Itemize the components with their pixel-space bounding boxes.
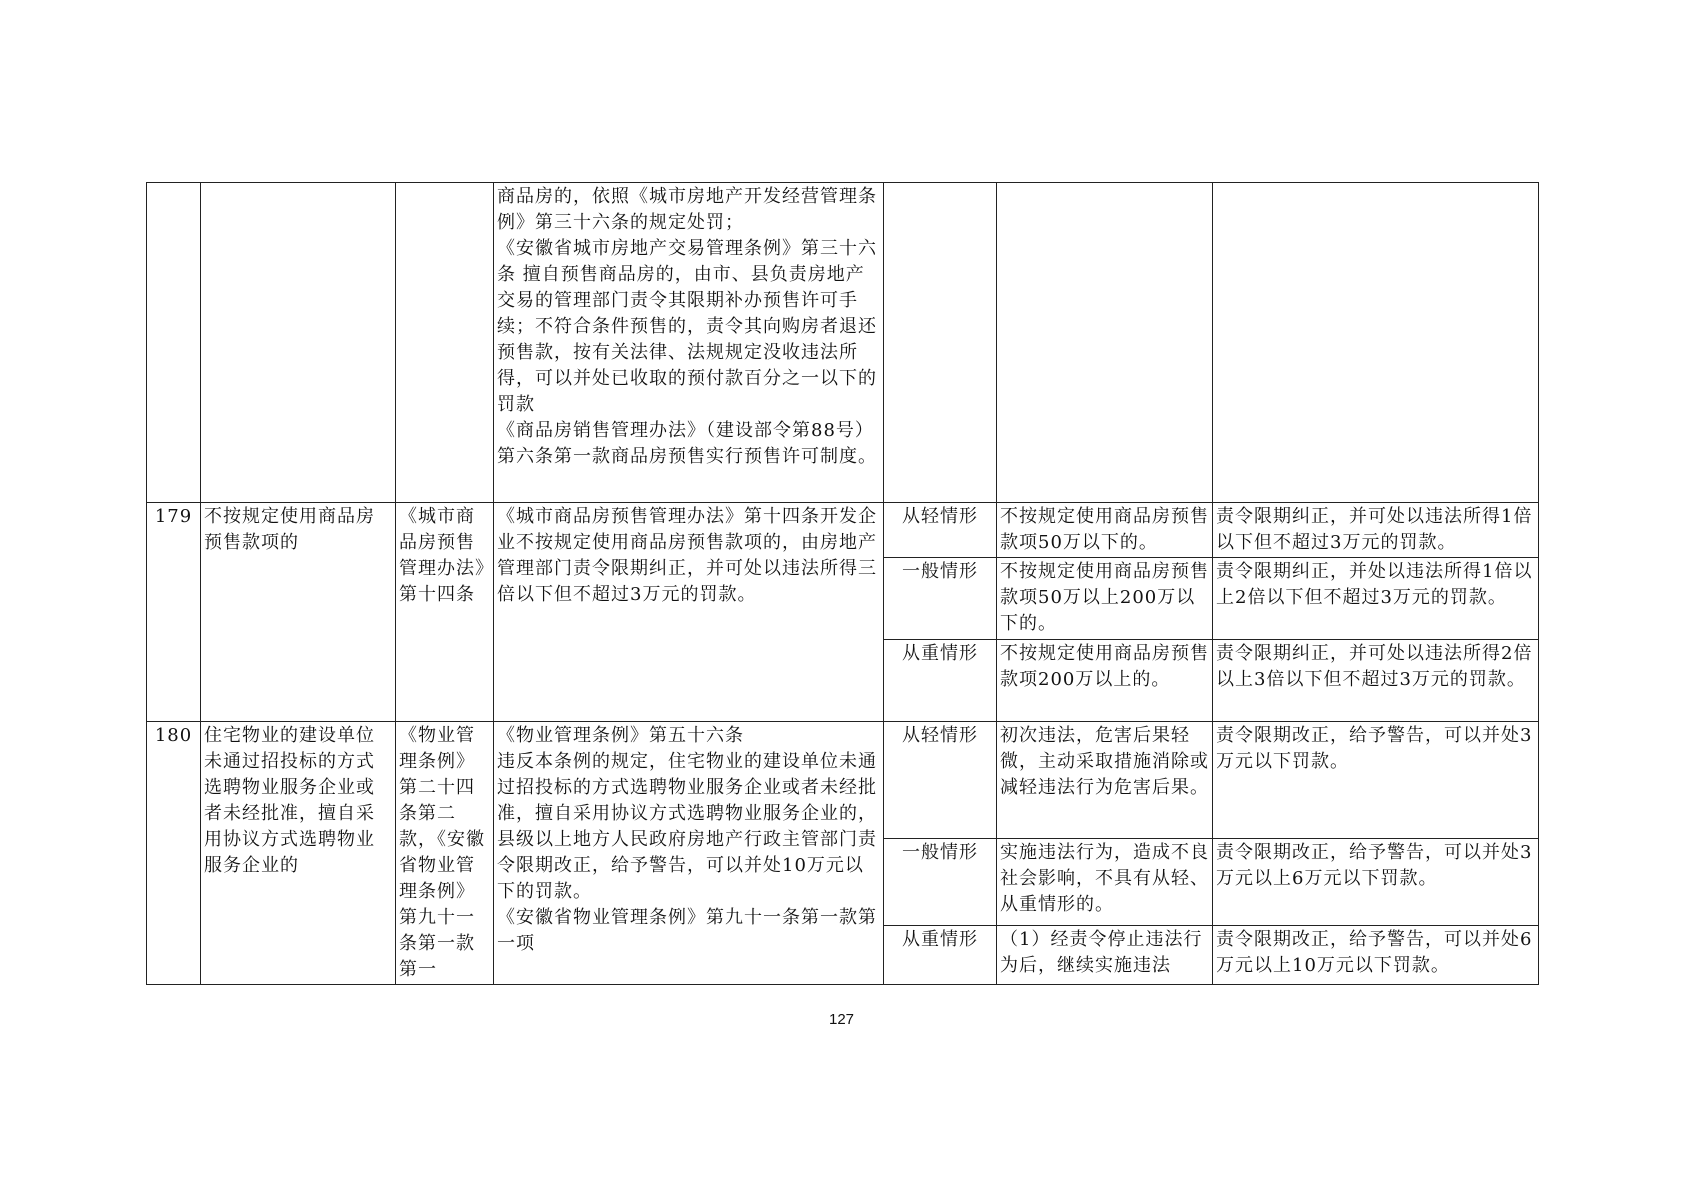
page-number: 127 xyxy=(828,1011,855,1028)
violation-item: 住宅物业的建设单位未通过招投标的方式选聘物业服务企业或者未经批准，擅自采用协议方式选聘物业服务企业的 xyxy=(201,722,396,985)
num-cell xyxy=(147,183,201,503)
level-general: 一般情形 xyxy=(884,558,997,640)
level-general: 一般情形 xyxy=(884,839,997,926)
basis-short: 《物业管理条例》第二十四条第二款，《安徽省物业管理条例》第九十一条第一款第一 xyxy=(396,722,494,985)
level-heavy: 从重情形 xyxy=(884,640,997,722)
row-number: 179 xyxy=(147,503,201,722)
table-row-continuation xyxy=(147,183,1539,503)
penalty-heavy: 责令限期纠正，并可处以违法所得2倍以上3倍以下但不超过3万元的罚款。 xyxy=(1213,640,1539,722)
penalty-light: 责令限期改正，给予警告，可以并处3万元以下罚款。 xyxy=(1213,722,1539,839)
penalty-general: 责令限期改正，给予警告，可以并处3万元以上6万元以下罚款。 xyxy=(1213,839,1539,926)
level-heavy: 从重情形 xyxy=(884,926,997,985)
table-row-180 xyxy=(147,722,1539,839)
situation-general: 实施违法行为，造成不良社会影响，不具有从轻、从重情形的。 xyxy=(997,839,1213,926)
basis-short: 《城市商品房预售管理办法》第十四条 xyxy=(396,503,494,722)
legal-basis-cell: 商品房的，依照《城市房地产开发经营管理条例》第三十六条的规定处罚； 《安徽省城市房地产交易管理条例》第三十六条 擅自预售商品房的，由市、县负责房地产交易的管理部门责令其限期补办预售许可手续；不符合条件预售的，责令其向购房者退还预售款，按有关法律、法规规定没收违法所得，可以并处已收取的预付款百分之一以下的罚款 《商品房销售管理办法》（建设部令第88号）第六条第一款商品房预售实行预售许可制度。 xyxy=(494,183,884,503)
penalty-heavy: 责令限期改正，给予警告，可以并处6万元以上10万元以下罚款。 xyxy=(1213,926,1539,985)
penalty-cell xyxy=(1213,183,1539,503)
situation-cell xyxy=(997,183,1213,503)
penalty-general: 责令限期纠正，并处以违法所得1倍以上2倍以下但不超过3万元的罚款。 xyxy=(1213,558,1539,640)
situation-light: 不按规定使用商品房预售款项50万以下的。 xyxy=(997,503,1213,558)
penalty-light: 责令限期纠正，并可处以违法所得1倍以下但不超过3万元的罚款。 xyxy=(1213,503,1539,558)
level-cell xyxy=(884,183,997,503)
situation-light: 初次违法，危害后果轻微，主动采取措施消除或减轻违法行为危害后果。 xyxy=(997,722,1213,839)
row-number: 180 xyxy=(147,722,201,985)
penalty-discretion-table xyxy=(146,182,1539,985)
situation-heavy: 不按规定使用商品房预售款项200万以上的。 xyxy=(997,640,1213,722)
situation-general: 不按规定使用商品房预售款项50万以上200万以下的。 xyxy=(997,558,1213,640)
legal-basis: 《物业管理条例》第五十六条 违反本条例的规定，住宅物业的建设单位未通过招投标的方式选聘物业服务企业或者未经批准，擅自采用协议方式选聘物业服务企业的，县级以上地方人民政府房地产行政主管部门责令限期改正，给予警告，可以并处10万元以下的罚款。 《安徽省物业管理条例》第九十一条第一款第一项 xyxy=(494,722,884,985)
level-light: 从轻情形 xyxy=(884,722,997,839)
violation-item: 不按规定使用商品房预售款项的 xyxy=(201,503,396,722)
situation-heavy: （1）经责令停止违法行为后，继续实施违法 xyxy=(997,926,1213,985)
legal-basis: 《城市商品房预售管理办法》第十四条开发企业不按规定使用商品房预售款项的，由房地产管理部门责令限期纠正，并可处以违法所得三倍以下但不超过3万元的罚款。 xyxy=(494,503,884,722)
basis-short-cell xyxy=(396,183,494,503)
level-light: 从轻情形 xyxy=(884,503,997,558)
item-cell xyxy=(201,183,396,503)
table-row-179 xyxy=(147,503,1539,558)
